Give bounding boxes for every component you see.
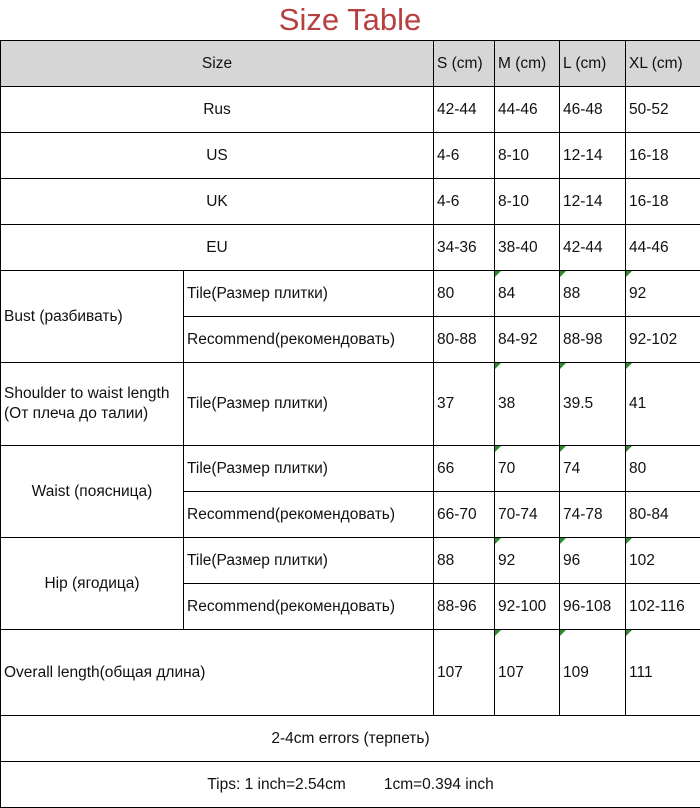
table-row [1,446,700,492]
size-value: 74 [560,446,626,492]
size-value: 80 [626,446,700,492]
size-value: 42-44 [434,87,495,133]
table-row [1,363,700,446]
tile-label: Tile(Размер плитки) [184,271,434,317]
size-value: 16-18 [626,179,700,225]
size-value: 96 [560,538,626,584]
header-s: S (cm) [434,41,495,87]
table-row [1,179,700,225]
overall-label: Overall length(общая длина) [1,630,434,716]
errors-row [1,716,700,762]
recommend-label: Recommend(рекомендовать) [184,492,434,538]
tile-label: Tile(Размер плитки) [184,446,434,492]
size-value: 74-78 [560,492,626,538]
size-value: 34-36 [434,225,495,271]
size-value: 80-84 [626,492,700,538]
tile-label: Tile(Размер плитки) [184,363,434,446]
header-xl: XL (cm) [626,41,700,87]
size-value: 44-46 [495,87,560,133]
size-value: 80 [434,271,495,317]
size-value: 42-44 [560,225,626,271]
size-value: 102 [626,538,700,584]
size-value: 107 [434,630,495,716]
size-value: 8-10 [495,133,560,179]
shoulder-label [1,363,184,446]
size-value: 96-108 [560,584,626,630]
size-value: 92 [626,271,700,317]
size-value: 4-6 [434,179,495,225]
table-row [1,133,700,179]
errors-note: 2-4cm errors (терпеть) [1,716,700,762]
tips-inch: Tips: 1 inch=2.54cm [207,776,346,793]
recommend-label: Recommend(рекомендовать) [184,584,434,630]
size-value: 102-116 [626,584,700,630]
header-row [1,41,700,87]
size-value: 66 [434,446,495,492]
size-value: 92 [495,538,560,584]
size-value: 88 [434,538,495,584]
tips-row [1,762,700,808]
size-value: 37 [434,363,495,446]
size-value: 70-74 [495,492,560,538]
size-value: 66-70 [434,492,495,538]
tips-note [1,762,700,808]
size-value: 38 [495,363,560,446]
region-label: US [1,133,434,179]
size-value: 92-100 [495,584,560,630]
waist-label: Waist (поясница) [1,446,184,538]
shoulder-label-line2: (От плеча до талии) [4,405,148,422]
size-value: 107 [495,630,560,716]
size-value: 39.5 [560,363,626,446]
size-value: 12-14 [560,179,626,225]
header-l: L (cm) [560,41,626,87]
size-value: 38-40 [495,225,560,271]
size-value: 84-92 [495,317,560,363]
tile-label: Tile(Размер плитки) [184,538,434,584]
recommend-label: Recommend(рекомендовать) [184,317,434,363]
size-value: 8-10 [495,179,560,225]
table-row [1,271,700,317]
size-value: 44-46 [626,225,700,271]
size-value: 41 [626,363,700,446]
header-m: M (cm) [495,41,560,87]
size-value: 88 [560,271,626,317]
size-value: 12-14 [560,133,626,179]
size-value: 92-102 [626,317,700,363]
region-label: Rus [1,87,434,133]
size-table [0,40,700,808]
region-label: EU [1,225,434,271]
shoulder-label-line1: Shoulder to waist length [4,385,169,402]
size-value: 88-98 [560,317,626,363]
size-value: 50-52 [626,87,700,133]
table-row [1,538,700,584]
size-value: 46-48 [560,87,626,133]
region-label: UK [1,179,434,225]
header-size: Size [1,41,434,87]
table-row [1,630,700,716]
hip-label: Hip (ягодица) [1,538,184,630]
table-row [1,225,700,271]
page-title: Size Table [0,0,700,40]
size-value: 70 [495,446,560,492]
table-row [1,87,700,133]
tips-cm: 1cm=0.394 inch [384,776,494,793]
size-value: 80-88 [434,317,495,363]
size-value: 84 [495,271,560,317]
size-value: 88-96 [434,584,495,630]
size-value: 109 [560,630,626,716]
size-value: 16-18 [626,133,700,179]
bust-label: Bust (разбивать) [1,271,184,363]
size-value: 4-6 [434,133,495,179]
size-value: 111 [626,630,700,716]
